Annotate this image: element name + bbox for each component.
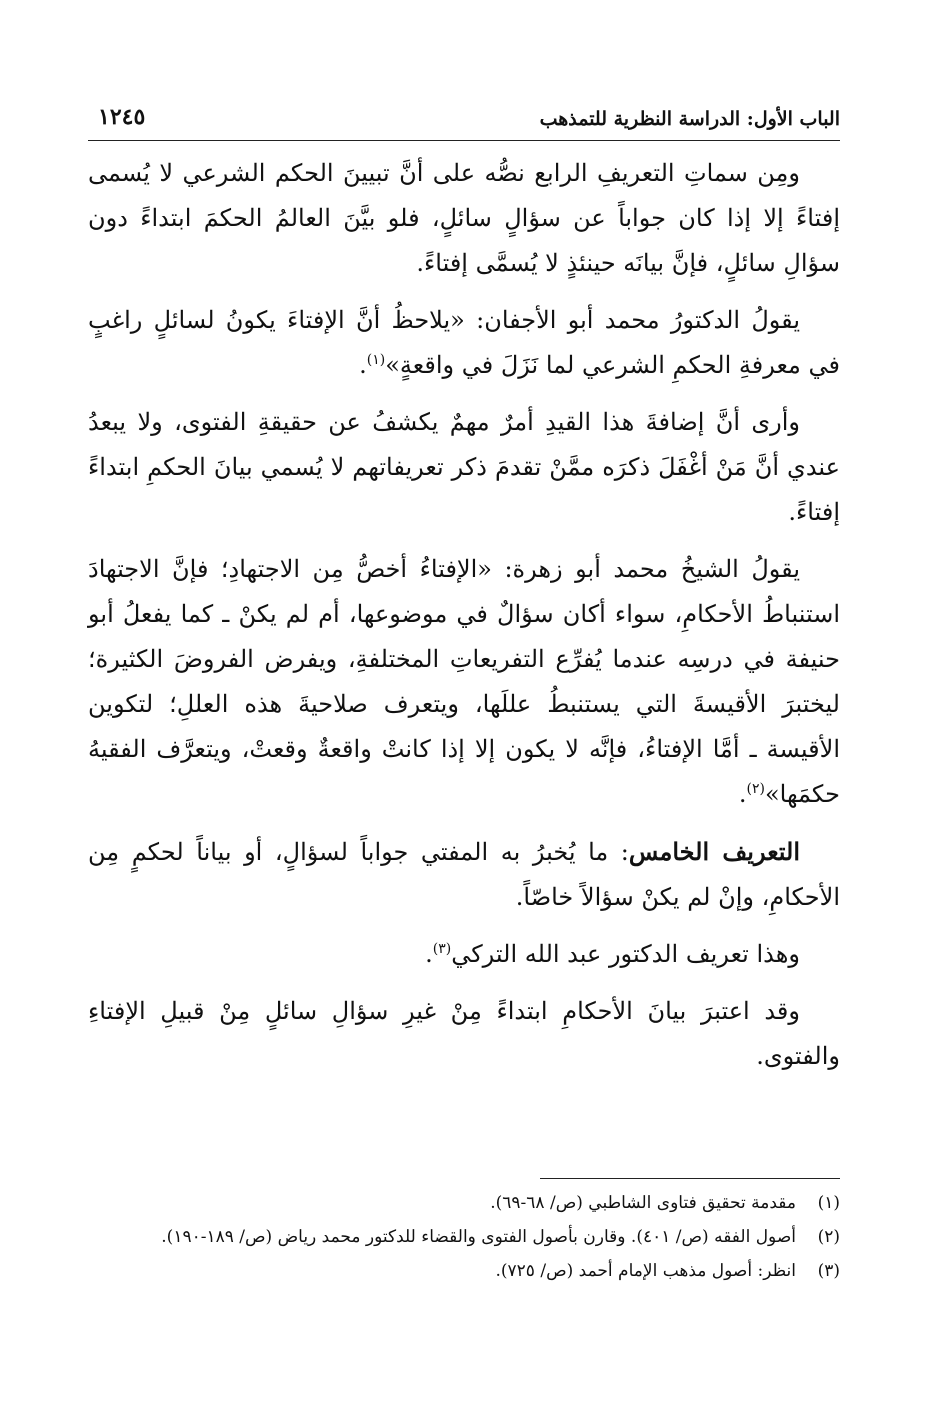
page-number: ١٢٤٥	[98, 104, 146, 130]
book-page	[88, 96, 840, 1356]
footnotes	[88, 1188, 840, 1290]
footnote-text: أصول الفقه (ص/ ٤٠١). وقارن بأصول الفتوى والقضاء للدكتور محمد رياض (ص/ ١٨٩-١٩٠).	[161, 1227, 796, 1247]
footnote-number: (٢)	[817, 1227, 840, 1247]
paragraph-text: وقد اعتبرَ بيانَ الأحكامِ ابتداءً مِنْ غيرِ سؤالِ سائلٍ مِنْ قبيلِ الإفتاءِ والفتوى.	[88, 997, 840, 1070]
paragraph-text: وأرى أنَّ إضافةَ هذا القيدِ أمرٌ مهمٌ يكشفُ عن حقيقةِ الفتوى، ولا يبعدُ عندي أنَّ مَنْ أغْفَلَ ذكرَه ممَّنْ تقدمَ ذكر تعريفاتهم لا يُسمي بيانَ الحكمِ ابتداءً إفتاءً.	[88, 408, 840, 526]
paragraph-text: وهذا تعريف الدكتور عبد الله التركي	[451, 940, 800, 968]
footnote-ref[interactable]: (٣)	[432, 941, 452, 957]
paragraph-text: يقولُ الدكتورُ محمد أبو الأجفان: «يلاحظُ أنَّ الإفتاءَ يكونُ لسائلٍ راغبٍ في معرفةِ الحكمِ الشرعي لما نَزَلَ في واقعةٍ»	[88, 306, 840, 379]
paragraph-tail: .	[359, 351, 367, 379]
running-title: الباب الأول: الدراسة النظرية للتمذهب	[539, 108, 840, 130]
paragraph	[88, 829, 840, 920]
footnote	[88, 1188, 840, 1218]
main-text	[88, 151, 840, 1079]
footnote	[88, 1256, 840, 1286]
paragraph	[88, 298, 840, 388]
paragraph	[88, 547, 840, 817]
paragraph	[88, 932, 840, 977]
footnote-divider	[540, 1178, 840, 1179]
footnote-ref[interactable]: (٢)	[746, 781, 765, 797]
paragraph-text: : ما يُخبرُ به المفتي جواباً لسؤالٍ، أو بياناً لحكمٍ مِن الأحكامِ، وإنْ لم يكنْ سؤالاً خاصّاً.	[88, 838, 840, 911]
paragraph-tail: .	[738, 780, 747, 808]
paragraph-text: ومِن سماتِ التعريفِ الرابع نصُّه على أنَّ تبيينَ الحكم الشرعي لا يُسمى إفتاءً إلا إذا كان جواباً عن سؤالٍ سائلٍ، فلو بيَّنَ العالمُ الحكمَ ابتداءً دون سؤالِ سائلٍ، فإنَّ بيانَه حينئذٍ لا يُسمَّى إفتاءً.	[88, 159, 840, 277]
paragraph	[88, 400, 840, 535]
footnote	[88, 1222, 840, 1252]
page-header	[88, 96, 840, 141]
footnote-number: (١)	[817, 1193, 840, 1213]
paragraph-text: يقولُ الشيخُ محمد أبو زهرة: «الإفتاءُ أخصُّ مِن الاجتهادِ؛ فإنَّ الاجتهادَ استنباطُ الأحكامِ، سواء أكان سؤالٌ في موضوعها، أم لم يكنْ ـ كما يفعلُ أبو حنيفة في درسِه عندما يُفرِّع التفريعاتِ المختلفةِ، ويفرض الفروضَ الكثيرة؛ ليختبرَ الأقيسةَ التي يستنبطُ عللَها، ويتعرف صلاحيةَ هذه العللِ؛ لتكوين الأقيسة ـ أمَّا الإفتاءُ، فإنَّه لا يكون إلا إذا كانتْ واقعةٌ وقعتْ، ويتعرَّف الفقيهُ حكمَها»	[88, 555, 840, 808]
paragraph	[88, 989, 840, 1079]
footnote-number: (٣)	[817, 1261, 840, 1281]
footnote-text: انظر: أصول مذهب الإمام أحمد (ص/ ٧٢٥).	[495, 1261, 796, 1281]
definition-heading: التعريف الخامس	[628, 837, 800, 866]
paragraph	[88, 151, 840, 286]
paragraph-tail: .	[425, 940, 433, 968]
footnote-text: مقدمة تحقيق فتاوى الشاطبي (ص/ ٦٨-٦٩).	[490, 1193, 796, 1213]
footnote-ref[interactable]: (١)	[366, 352, 386, 368]
